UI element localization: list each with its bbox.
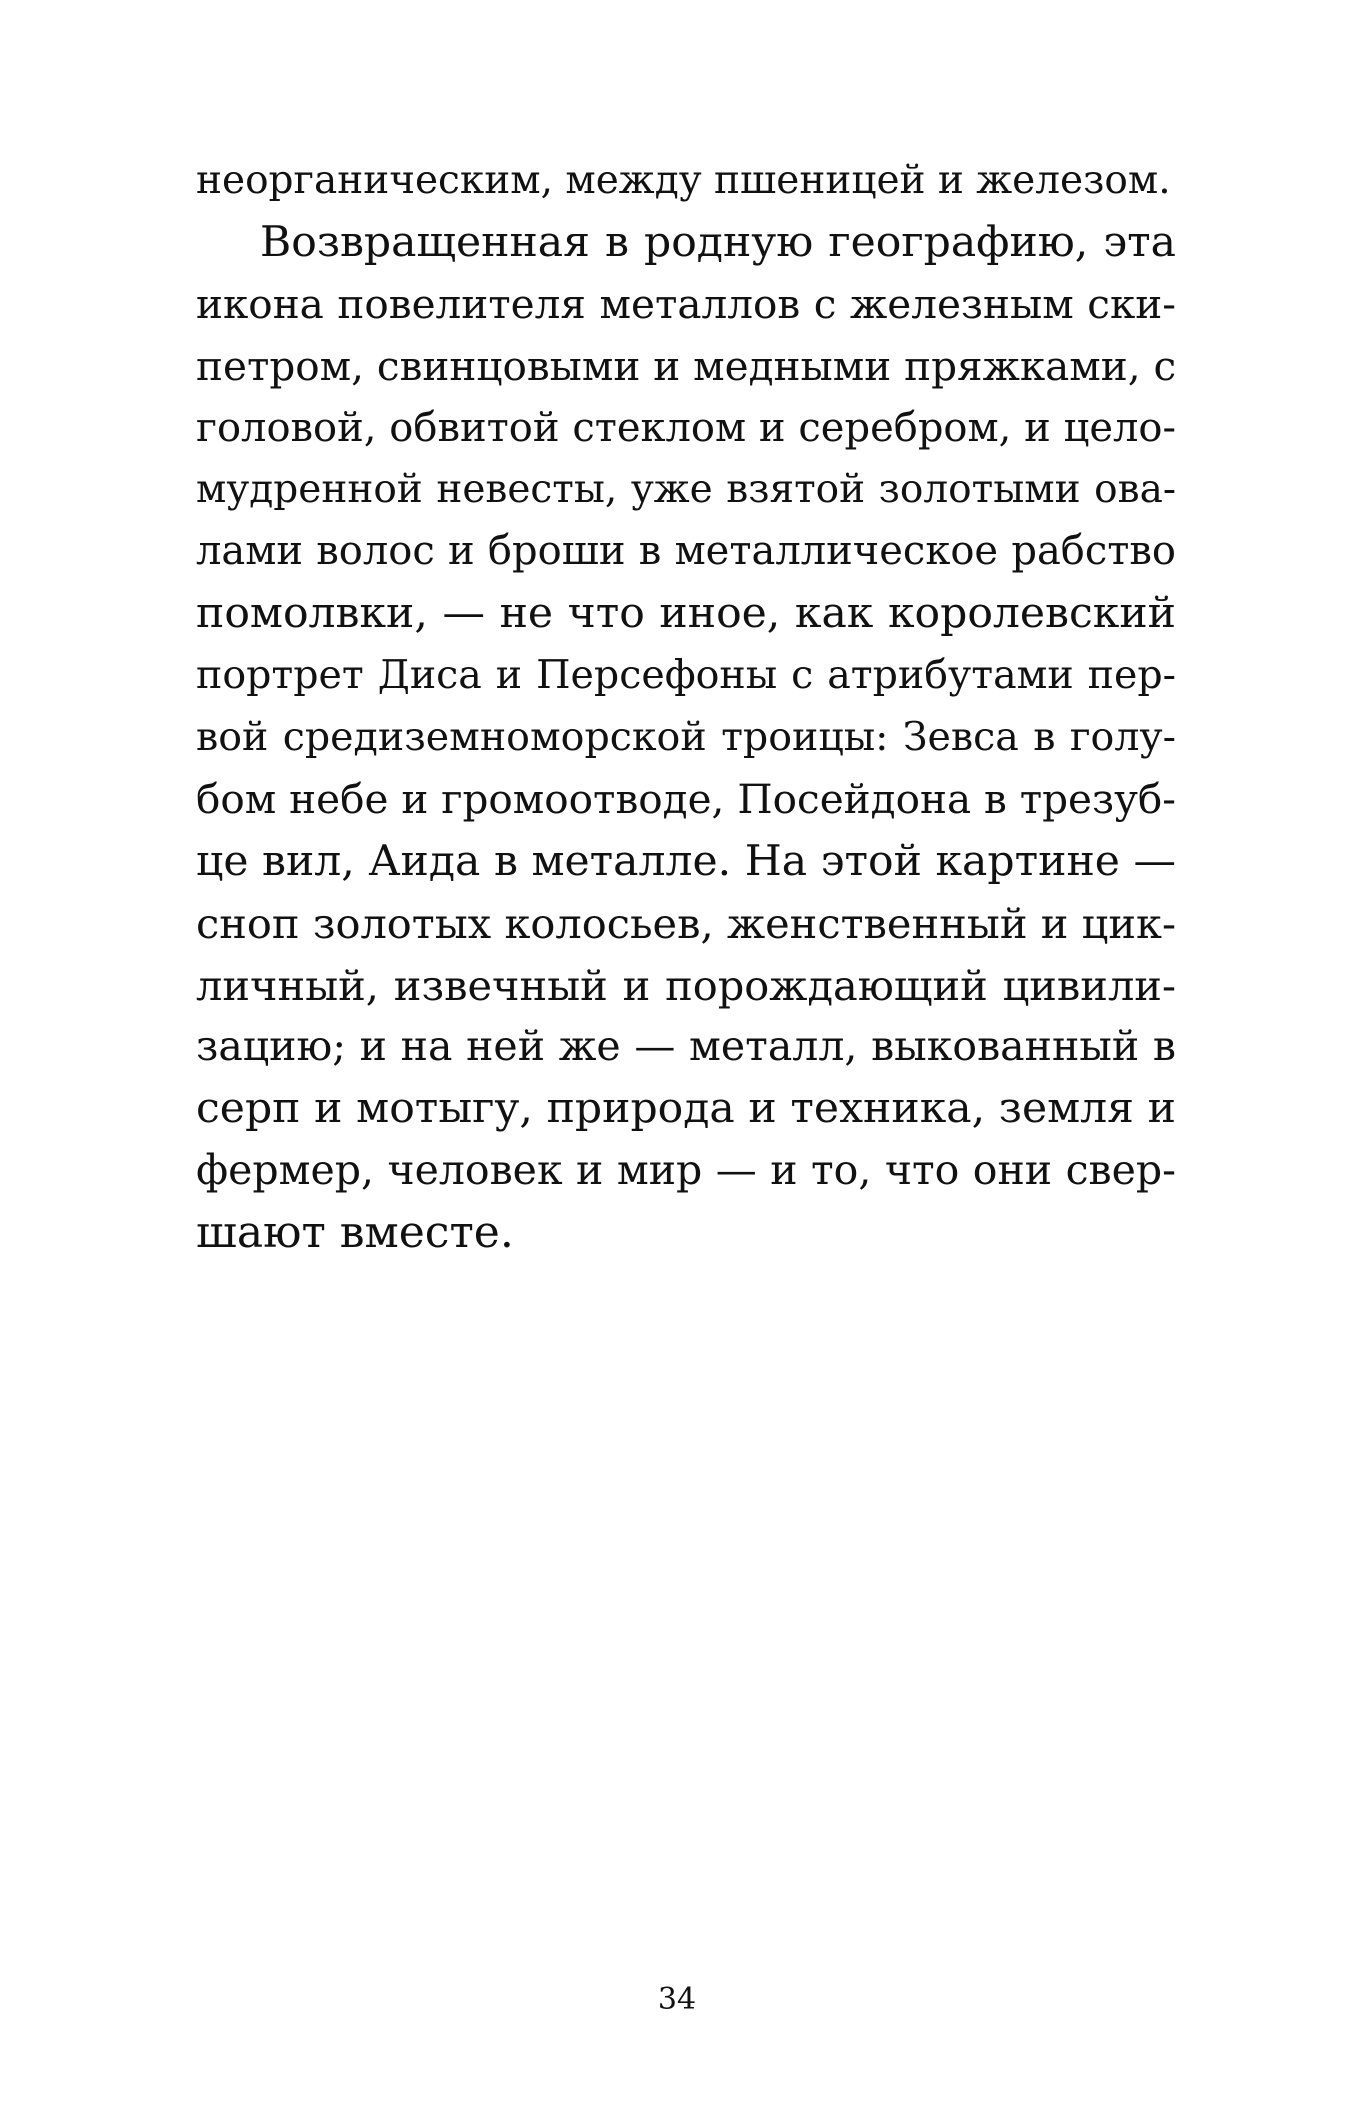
paragraph-last-line: шают вместе. bbox=[196, 1207, 514, 1259]
text-line: личный, извечный и порождающий цивили- bbox=[196, 960, 1176, 1010]
text-line: неорганическим, между пшеницей и железом. bbox=[196, 158, 1171, 203]
text-line: лами волос и броши в металлическое рабство bbox=[196, 528, 1176, 575]
text-line: мудренной невесты, уже взятой золотыми ова- bbox=[196, 467, 1176, 513]
text-line: помолвки, — не что иное, как королевский bbox=[196, 589, 1176, 639]
text-line: це вил, Аида в металле. На этой картине — bbox=[196, 836, 1176, 886]
paragraph-first-line: Возвращенная в родную географию, эта bbox=[260, 217, 1176, 267]
page-number: 34 bbox=[657, 1982, 697, 2017]
text-line: петром, свинцовыми и медными пряжками, с bbox=[196, 341, 1177, 390]
text-line: серп и мотыгу, природа и техника, земля и bbox=[196, 1084, 1176, 1134]
text-line: фермер, человек и мир — и то, что они свер- bbox=[196, 1146, 1176, 1195]
text-line: головой, обвитой стеклом и серебром, и цело- bbox=[196, 404, 1176, 451]
body-text bbox=[196, 150, 1176, 1264]
text-line: икона повелителя металлов с железным ски- bbox=[196, 279, 1176, 328]
text-line: бом небе и громоотводе, Посейдона в трезуб- bbox=[196, 774, 1176, 823]
text-line: сноп золотых колосьев, женственный и цик- bbox=[196, 898, 1176, 948]
text-line: зацию; и на ней же — металл, выкованный в bbox=[196, 1022, 1176, 1071]
text-line: вой средиземноморской троицы: Зевса в голу- bbox=[196, 714, 1176, 761]
text-line: портрет Диса и Персефоны с атрибутами пер- bbox=[196, 652, 1176, 699]
